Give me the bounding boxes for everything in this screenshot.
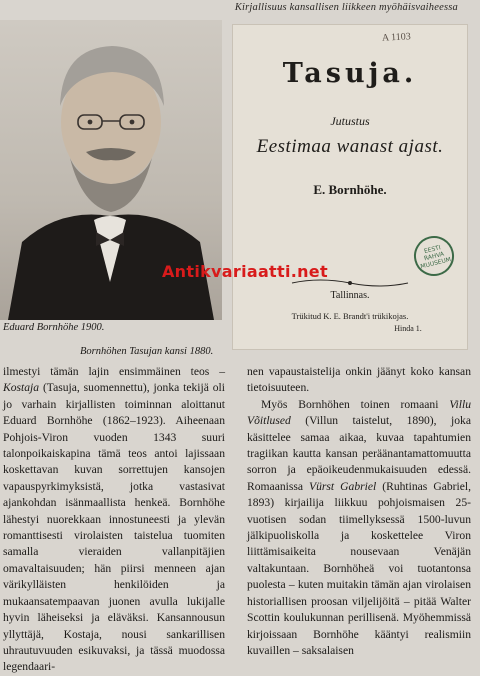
- cover-main-line: Eestimaa wanast ajast.: [256, 136, 444, 157]
- watermark: Antikvariaatti.net: [162, 262, 328, 281]
- cover-printer: Trükitud K. E. Brandt'i trükikojas.: [291, 311, 409, 321]
- cover-price: Hinda 1.: [394, 324, 422, 333]
- paragraph: Myös Bornhöhen toinen romaani Villu Võitlused (Villun taistelut, 1890), joka käsittelee samaa aikaa, kuvaa tapahtumien tragiikan kautta kansan peräänantamattomuutta sorron ja epäoikeudenmukaisuuden edessä. Romaanissa Vürst Gabriel (Ruhtinas Gabriel, 1893) kirjailija liikkuu pohjoismaisen 25-vuotisen sodan tiimellyksessä 1500-luvun jälkipuoliskolla ja koskettelee Viron liittämisaikeita nousevaan Venäjän valtakuntaan. Bornhöheä voi tuotantonsa puolesta – kuten muitakin tämän ajan virolaisen historiallisen proosan viljelijöitä – pitää Walter Scottin koulukunnan perillisenä. Myöhemmissä kirjoissaan Bornhöhe kääntyi realismiin kuvaillen – saksalaisen: [247, 397, 471, 657]
- running-header: Kirjallisuus kansallisen liikkeen myöhäisvaiheessa: [234, 2, 458, 13]
- book-cover: [232, 24, 468, 350]
- cover-subtitle: Jutustus: [330, 114, 370, 128]
- cover-title: Tasuja.: [282, 58, 418, 89]
- cover-corner-note: A 1103: [381, 31, 412, 44]
- photo-caption: Eduard Bornhöhe 1900.: [3, 322, 105, 333]
- text-column-right: [247, 364, 471, 659]
- cover-author: E. Bornhöhe.: [313, 182, 387, 197]
- text-column-left: [3, 364, 225, 676]
- cover-place: Tallinnas.: [330, 290, 370, 301]
- cover-caption: Bornhöhen Tasujan kansi 1880.: [80, 346, 214, 357]
- paragraph: ilmestyi tämän lajin ensimmäinen teos – Kostaja (Tasuja, suomennettu), jonka tekijä oli jo varhain kirjallisten toiminnan aloittanut Eduard Bornhöhe (1862–1923). Aiheenaan Pohjois-Viron vuoden 1343 suuri talonpoikaiskapina tämä teos antoi lajissaan koskettavan kuvan sorrettujen kansojen vapauspyrkimyksistä, jotka vastasivat ajankohdan isänmaallista henkeä. Bornhöhe lähestyi nuorekkaan innostuneesti ja ylevän romanttisesti virolaisten taistelua tuomiten samalla vieraiden vallanpitäjien omavaltaisuuden; hän piirsi menneen ajan värikylläisten henkilöiden ja mukaansatempaavan juonen avulla lukijalle hyvin läheiseksi ja eläväksi. Kansannousun yllyttäjä, Kostaja, nousi sankarillisen uhrautuvuuden esikuvaksi, ja tässä muodossa legendaari-: [3, 365, 225, 674]
- museum-stamp: EESTI RAHVA MUUSEUM: [410, 232, 458, 280]
- paragraph: nen vapaustaistelija onkin jäänyt koko kansan tietoisuuteen.: [247, 365, 471, 395]
